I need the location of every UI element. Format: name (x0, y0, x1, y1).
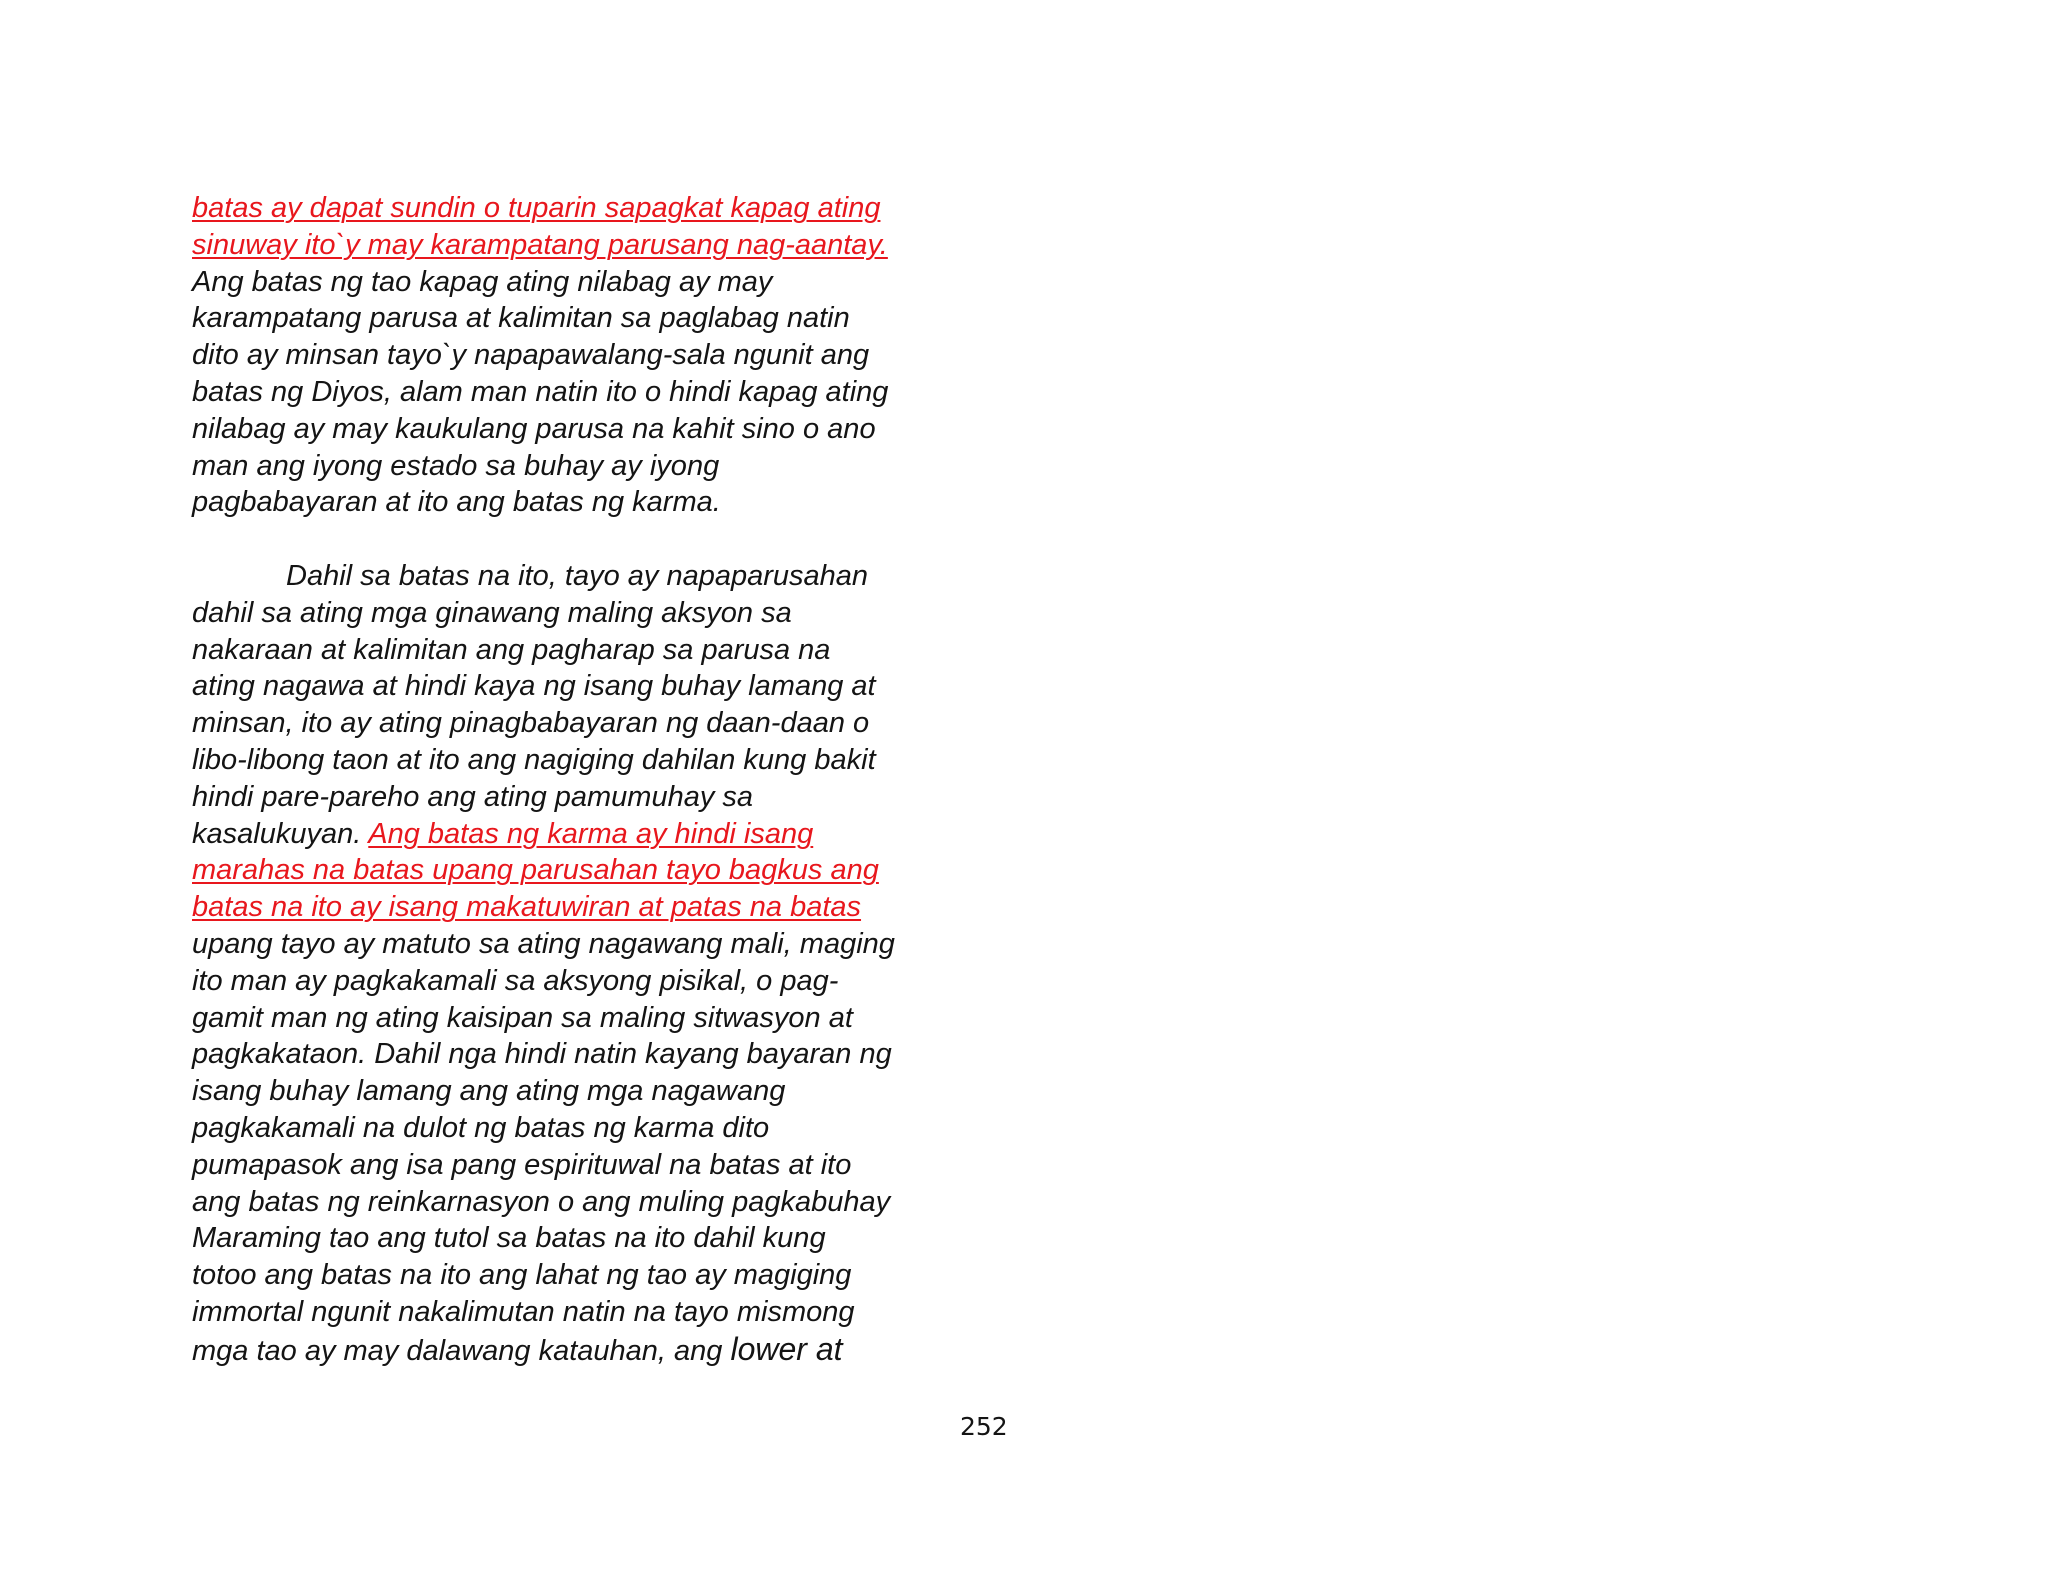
text-line (192, 668, 992, 705)
text-line (192, 705, 992, 742)
line-text: dito ay minsan tayo`y napapawalang-sala ngunit ang (192, 339, 870, 372)
text-line (192, 816, 992, 853)
text-line (192, 632, 992, 669)
line-text: nilabag ay may kaukulang parusa na kahit sino o ano (192, 412, 876, 445)
text-line (192, 411, 992, 448)
text-line (192, 963, 992, 1000)
text-line (192, 1073, 992, 1110)
line-text: mga tao ay may dalawang katauhan, ang (192, 1334, 731, 1367)
line-text: Maraming tao ang tutol sa batas na ito dahil kung (192, 1222, 826, 1255)
line-text: pumapasok ang isa pang espirituwal na batas at ito (192, 1148, 852, 1181)
line-text: ang batas ng reinkarnasyon o ang muling pagkabuhay (192, 1185, 891, 1218)
line-text: batas ng Diyos, alam man natin ito o hindi kapag ating (192, 375, 889, 408)
text-line (192, 1036, 992, 1073)
text-line (192, 1000, 992, 1037)
line-text: immortal ngunit nakalimutan natin na tayo mismong (192, 1295, 855, 1328)
text-line (192, 1147, 992, 1184)
line-text: ating nagawa at hindi kaya ng isang buhay lamang at (192, 670, 876, 703)
text-line (192, 300, 992, 337)
text-line (192, 889, 992, 926)
paragraph-gap (192, 521, 992, 558)
line-text: Dahil sa batas na ito, tayo ay napaparusahan (286, 559, 869, 592)
text-line (192, 779, 992, 816)
highlighted-underlined-text: batas na ito ay isang makatuwiran at patas na batas (192, 891, 862, 924)
text-line (192, 1110, 992, 1147)
highlighted-underlined-text: Ang batas ng karma ay hindi isang (368, 817, 814, 850)
line-text: hindi pare-pareho ang ating pamumuhay sa (192, 780, 754, 813)
highlighted-underlined-text: sinuway ito`y may karampatang parusang nag-aantay. (192, 228, 888, 261)
text-line (192, 558, 992, 595)
text-line (192, 595, 992, 632)
text-line (192, 1331, 992, 1370)
line-text: pagkakamali na dulot ng batas ng karma dito (192, 1111, 770, 1144)
text-line (192, 448, 992, 485)
text-line (192, 1184, 992, 1221)
line-text: ito man ay pagkakamali sa aksyong pisikal, o pag- (192, 964, 839, 997)
line-text: isang buhay lamang ang ating mga nagawang (192, 1075, 786, 1108)
line-text: pagkakataon. Dahil nga hindi natin kayang bayaran ng (192, 1038, 892, 1071)
line-text-large: lower at (730, 1330, 843, 1367)
text-line (192, 1220, 992, 1257)
line-text: gamit man ng ating kaisipan sa maling sitwasyon at (192, 1001, 853, 1034)
paragraph-2 (192, 558, 992, 1370)
text-line (192, 742, 992, 779)
line-text: pagbabayaran at ito ang batas ng karma. (192, 486, 721, 519)
text-line (192, 1294, 992, 1331)
paragraph-1 (192, 190, 992, 521)
highlighted-underlined-text: marahas na batas upang parusahan tayo bagkus ang (192, 854, 879, 887)
body-text-column (192, 190, 992, 1370)
page-number: 252 (960, 1412, 1008, 1441)
text-line (192, 337, 992, 374)
line-text: dahil sa ating mga ginawang maling aksyon sa (192, 596, 792, 629)
text-line (192, 852, 992, 889)
line-text: karampatang parusa at kalimitan sa paglabag natin (192, 302, 850, 335)
text-line (192, 264, 992, 301)
line-text: nakaraan at kalimitan ang pagharap sa parusa na (192, 633, 831, 666)
highlighted-underlined-text: batas ay dapat sundin o tuparin sapagkat kapag ating (192, 192, 881, 224)
line-text: libo-libong taon at ito ang nagiging dahilan kung bakit (192, 743, 876, 776)
text-line (192, 484, 992, 521)
line-text: upang tayo ay matuto sa ating nagawang mali, maging (192, 927, 895, 960)
line-text: Ang batas ng tao kapag ating nilabag ay may (192, 265, 773, 298)
text-line (192, 374, 992, 411)
line-text: minsan, ito ay ating pinagbabayaran ng daan-daan o (192, 707, 870, 740)
text-line (192, 926, 992, 963)
text-line (192, 190, 992, 227)
line-text: kasalukuyan. (192, 817, 369, 850)
text-line (192, 227, 992, 264)
text-line (192, 1257, 992, 1294)
line-text: totoo ang batas na ito ang lahat ng tao ay magiging (192, 1259, 852, 1292)
line-text: man ang iyong estado sa buhay ay iyong (192, 449, 720, 482)
